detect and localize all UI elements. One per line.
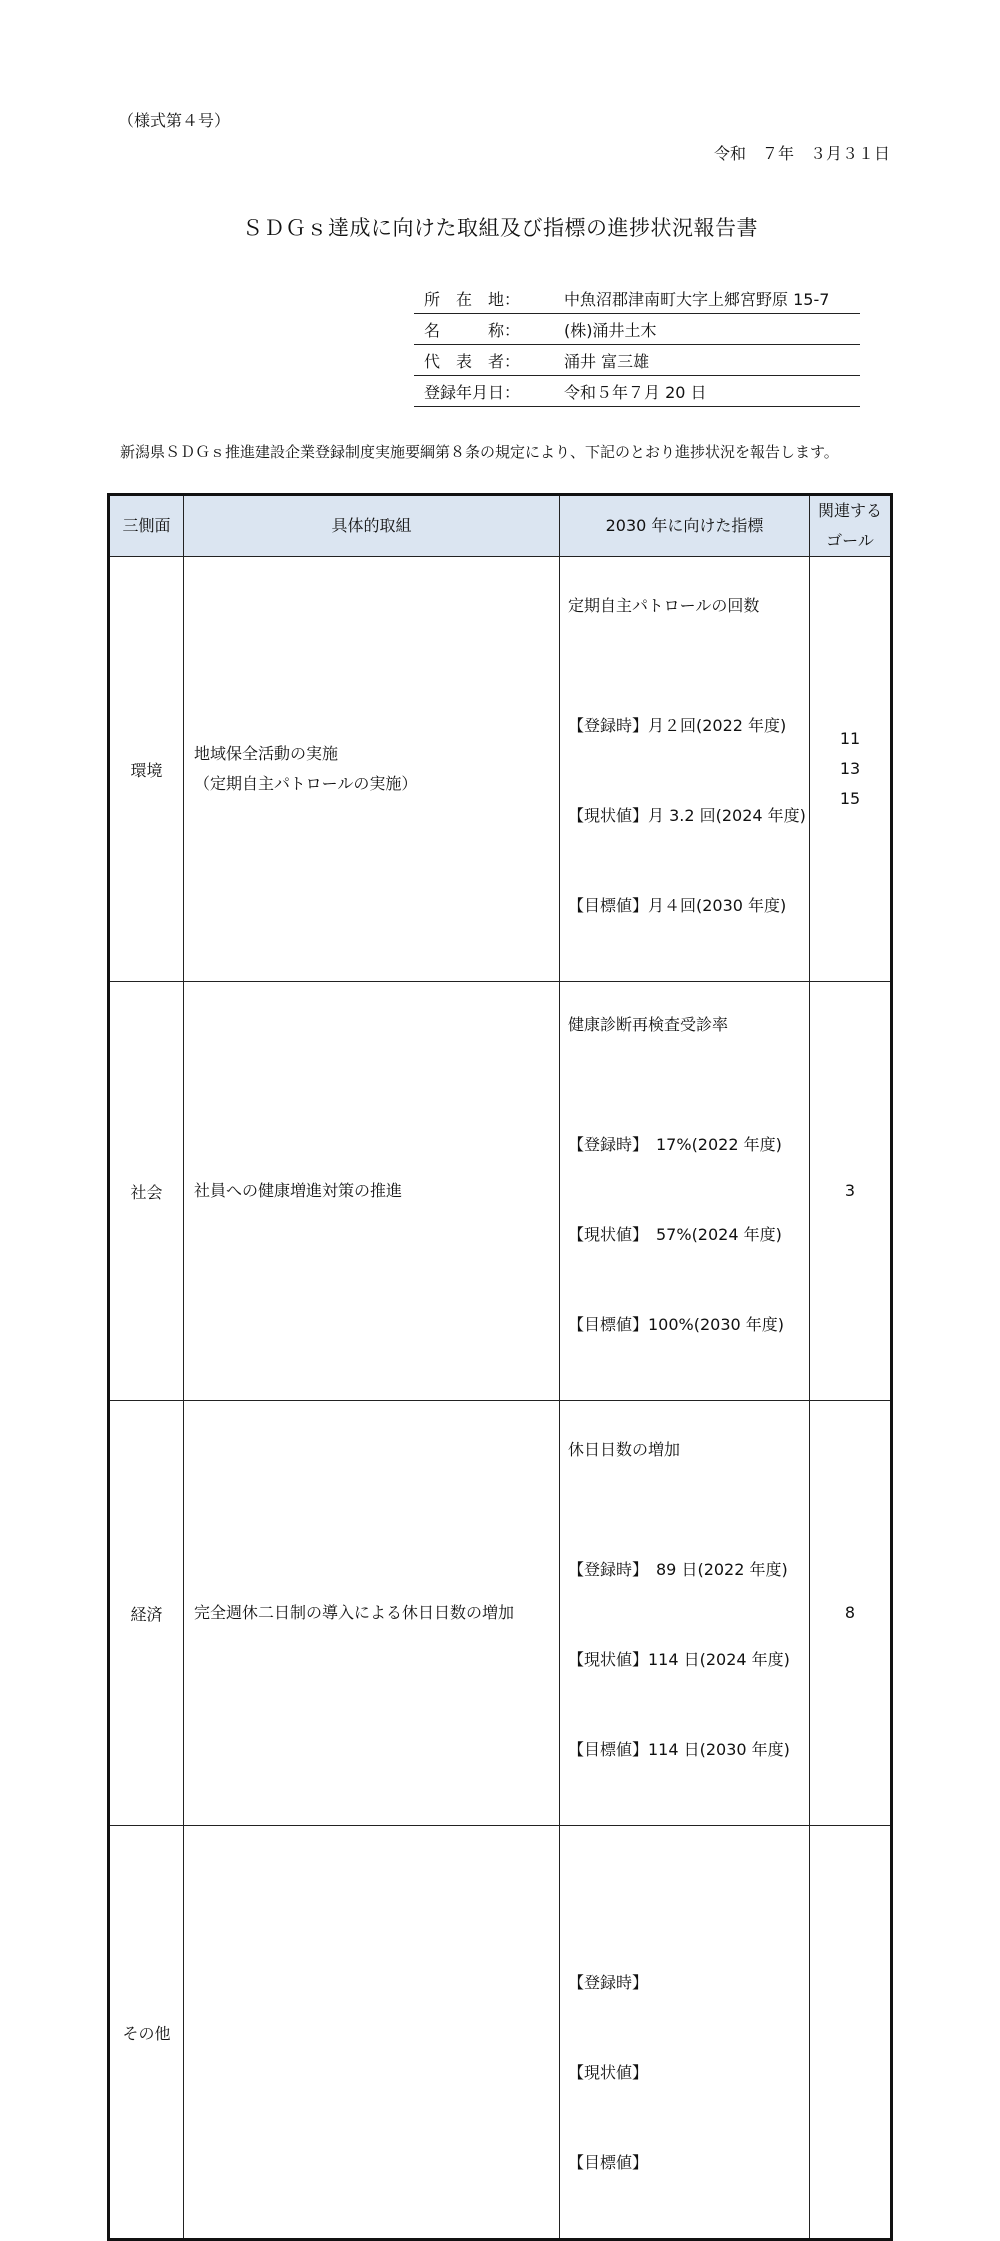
representative-row [414, 345, 860, 376]
indicator-values [568, 651, 809, 981]
header-goal [810, 495, 892, 557]
registration-date-row [414, 376, 860, 407]
goal-number: 8 [844, 1603, 856, 1622]
target-value: 【目標値】 [568, 2153, 649, 2172]
document-title: ＳＤＧｓ達成に向けた取組及び指標の進捗状況報告書 [242, 216, 758, 240]
target-value: 【目標値】月４回(2030 年度) [568, 896, 787, 915]
target-value: 【目標値】114 日(2030 年度) [568, 1740, 790, 1759]
aspect-cell: 経済 [109, 1401, 184, 1826]
progress-table [107, 493, 893, 2241]
indicator-values [568, 1908, 809, 2238]
goal-number: 11 [839, 729, 861, 748]
indicator-name: 休日日数の増加 [568, 1440, 681, 1459]
registration-date-label: 登録年月日： [414, 376, 560, 407]
indicator-name: 健康診断再検査受診率 [568, 1015, 729, 1034]
table-row [109, 557, 892, 982]
indicator-values [568, 1495, 809, 1825]
goal-cell [810, 1826, 892, 2240]
header-goal-line2: ゴール [826, 531, 874, 550]
aspect-cell: 環境 [109, 557, 184, 982]
current-value: 【現状値】 57%(2024 年度) [568, 1225, 782, 1244]
goal-cell [810, 1401, 892, 1826]
report-statement: 新潟県ＳＤＧｓ推進建設企業登録制度実施要綱第８条の規定により、下記のとおり進捗状況を報告します。 [120, 443, 839, 461]
header-indicator: 2030 年に向けた指標 [560, 495, 810, 557]
registered-value: 【登録時】月２回(2022 年度) [568, 716, 787, 735]
form-number: （様式第４号） [118, 111, 231, 130]
aspect-cell: その他 [109, 1826, 184, 2240]
indicator-values [568, 1070, 809, 1400]
registered-value: 【登録時】 [568, 1973, 649, 1992]
header-aspect: 三側面 [109, 495, 184, 557]
registration-date-value: 令和５年７月 20 日 [560, 376, 860, 407]
action-line: 完全週休二日制の導入による休日日数の増加 [194, 1603, 515, 1622]
address-label: 所 在 地： [414, 283, 560, 314]
goal-number: 15 [839, 789, 861, 808]
registered-value: 【登録時】 89 日(2022 年度) [568, 1560, 788, 1579]
representative-value: 涌井 富三雄 [560, 345, 860, 376]
indicator-cell [560, 1401, 810, 1826]
current-value: 【現状値】114 日(2024 年度) [568, 1650, 790, 1669]
table-row [109, 982, 892, 1401]
report-date: 令和 ７年 ３月３１日 [713, 144, 890, 163]
header-goal-line1: 関連する [817, 501, 882, 520]
action-cell [184, 557, 560, 982]
representative-label: 代 表 者： [414, 345, 560, 376]
company-name-value: (株)涌井土木 [560, 314, 860, 345]
address-value: 中魚沼郡津南町大字上郷宮野原 15-7 [560, 283, 860, 314]
action-line: （定期自主パトロールの実施） [194, 774, 418, 793]
current-value: 【現状値】月 3.2 回(2024 年度) [568, 806, 806, 825]
table-header-row [109, 495, 892, 557]
indicator-cell [560, 557, 810, 982]
company-name-label: 名 称： [414, 314, 560, 345]
indicator-cell [560, 1826, 810, 2240]
action-line: 社員への健康増進対策の推進 [194, 1181, 403, 1200]
company-name-row [414, 314, 860, 345]
table-row [109, 1826, 892, 2240]
action-cell [184, 1826, 560, 2240]
indicator-cell [560, 982, 810, 1401]
company-info-table [414, 283, 860, 407]
table-row [109, 1401, 892, 1826]
action-line: 地域保全活動の実施 [194, 744, 339, 763]
goal-number: 3 [844, 1181, 856, 1200]
action-cell [184, 1401, 560, 1826]
current-value: 【現状値】 [568, 2063, 649, 2082]
address-row [414, 283, 860, 314]
action-cell [184, 982, 560, 1401]
registered-value: 【登録時】 17%(2022 年度) [568, 1135, 782, 1154]
target-value: 【目標値】100%(2030 年度) [568, 1315, 785, 1334]
goal-cell [810, 557, 892, 982]
aspect-cell: 社会 [109, 982, 184, 1401]
goal-cell [810, 982, 892, 1401]
goal-number: 13 [839, 759, 861, 778]
header-action: 具体的取組 [184, 495, 560, 557]
indicator-name: 定期自主パトロールの回数 [568, 596, 760, 615]
